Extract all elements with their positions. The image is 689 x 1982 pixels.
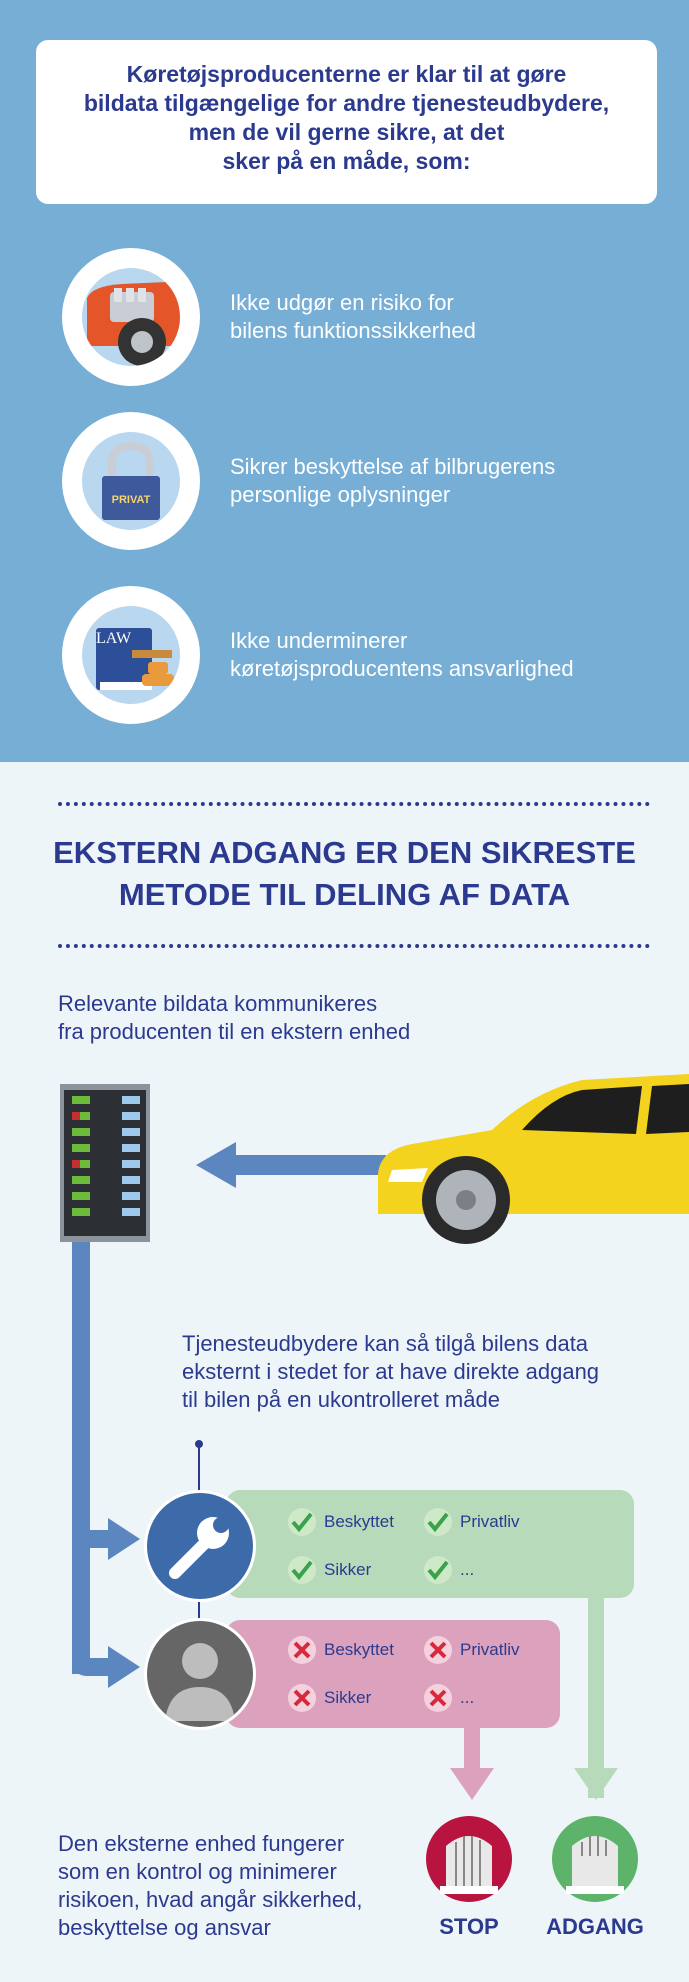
engine-icon (82, 268, 180, 366)
flow-line (72, 1658, 112, 1676)
dotted-divider (58, 802, 650, 806)
pink-down-arrow-icon (450, 1728, 494, 1805)
approved-item (424, 1508, 520, 1536)
rejected-item (424, 1636, 520, 1664)
cross-icon (424, 1684, 452, 1712)
feature-text: Ikke udgør en risiko for bilens funktionssikkerhed (230, 290, 476, 343)
flow-line (72, 1242, 90, 1674)
cross-icon (288, 1636, 316, 1664)
user-icon (144, 1618, 256, 1730)
section-heading: EKSTERN ADGANG ER DEN SIKRESTE METODE TIL DELING AF DATA (53, 835, 636, 912)
wrench-icon (144, 1490, 256, 1602)
approved-item (288, 1556, 371, 1584)
dotted-divider (58, 944, 650, 948)
right-arrow-icon (108, 1518, 140, 1565)
right-arrow-icon (108, 1646, 140, 1693)
connector-line (198, 1444, 200, 1494)
check-icon (424, 1556, 452, 1584)
feature-safety (62, 248, 662, 388)
rejected-label: Privatliv (460, 1640, 520, 1659)
padlock-icon (82, 432, 180, 530)
intro-text: Køretøjsproducenterne er klar til at gøre bildata tilgængelige for andre tjenesteudbydere, men de vil gerne sikre, at det sker på en måde, som: (83, 61, 610, 174)
go-gate-icon (552, 1816, 638, 1902)
law-book-icon (82, 606, 180, 704)
check-icon (288, 1556, 316, 1584)
rejected-item (424, 1684, 474, 1712)
law-label: LAW (96, 630, 132, 647)
rejected-item (288, 1684, 371, 1712)
approved-item (424, 1556, 474, 1584)
check-icon (288, 1508, 316, 1536)
access-text: Tjenesteudbydere kan så tilgå bilens data eksternt i stedet for at have direkte adgang til bilen på en ukontrolleret måde (182, 1331, 600, 1412)
green-down-arrow-icon (574, 1768, 618, 1805)
approved-item (288, 1508, 394, 1536)
intro-box (36, 40, 657, 204)
go-label: ADGANG (546, 1914, 644, 1939)
car-icon (372, 1064, 689, 1248)
approved-label: Privatliv (460, 1512, 520, 1531)
rejected-label: Sikker (324, 1688, 372, 1707)
feature-text: Ikke underminerer køretøjsproducentens ansvarlighed (230, 628, 574, 681)
feature-privacy (62, 412, 662, 552)
cross-icon (288, 1684, 316, 1712)
approved-label: Beskyttet (324, 1512, 394, 1531)
check-icon (424, 1508, 452, 1536)
rejected-label: ... (460, 1688, 475, 1707)
feature-accountability (62, 586, 662, 726)
server-icon (60, 1084, 150, 1242)
rejected-label: Beskyttet (324, 1640, 394, 1659)
left-arrow-icon (196, 1142, 386, 1193)
flow-line (72, 1530, 112, 1548)
data-flow-text: Relevante bildata kommunikeres fra producenten til en ekstern enhed (58, 991, 411, 1044)
approved-label: Sikker (324, 1560, 372, 1579)
stop-label: STOP (439, 1914, 499, 1939)
stop-gate-icon (426, 1816, 512, 1902)
privat-label: PRIVAT (111, 494, 151, 506)
rejected-item (288, 1636, 394, 1664)
cross-icon (424, 1636, 452, 1664)
connector-dot (195, 1440, 203, 1448)
approved-label: ... (460, 1560, 475, 1579)
feature-text: Sikrer beskyttelse af bilbrugerens personlige oplysninger (230, 454, 556, 507)
conclusion-text: Den eksterne enhed fungerer som en kontrol og minimerer risikoen, hvad angår sikkerhed, beskyttelse og ansvar (58, 1831, 363, 1940)
